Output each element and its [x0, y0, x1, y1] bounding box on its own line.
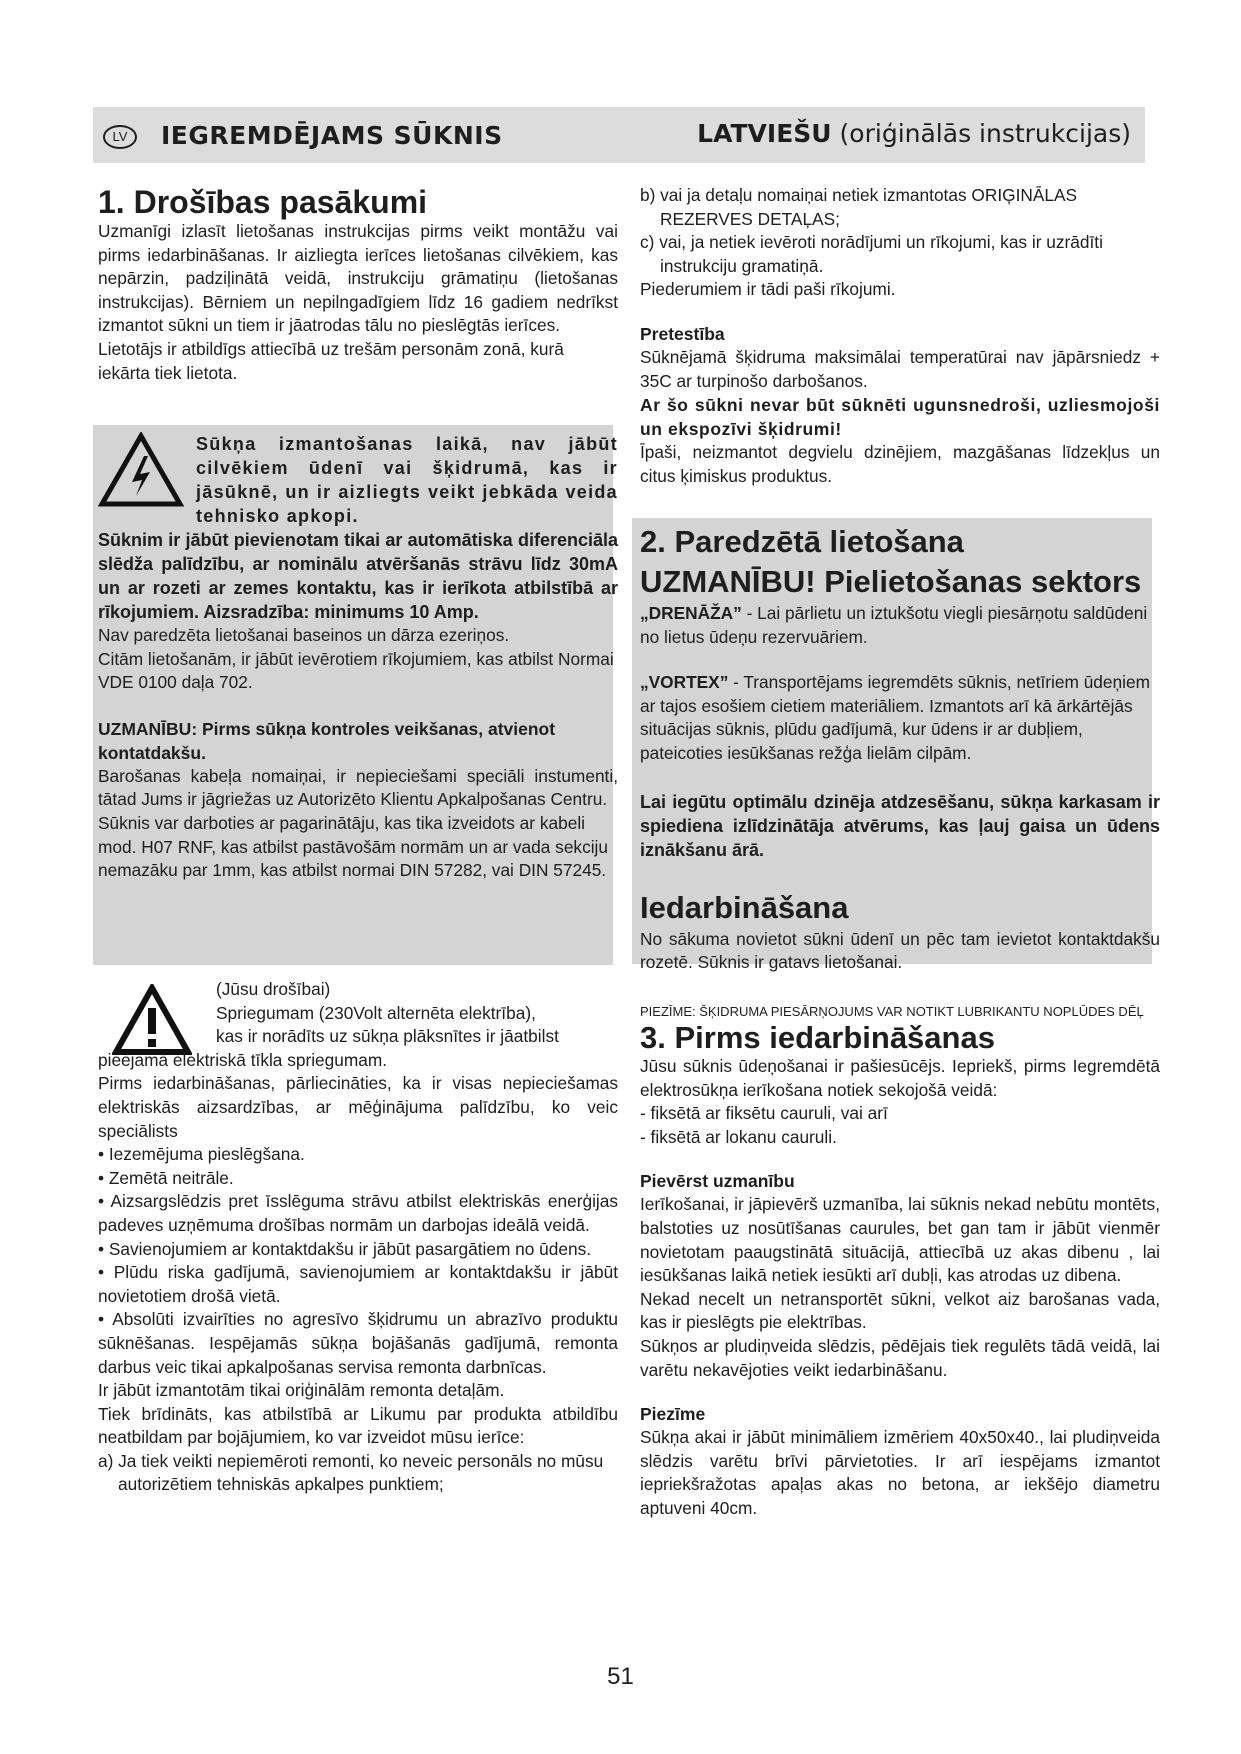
flammable-warning: Ar šo sūkni nevar būt sūknēti ugunsnedroši, uzliesmojoši un ekspozīvi šķidrumi!	[640, 395, 1160, 440]
before-start-text: Pirms iedarbināšanas, pārliecināties, ka ir visas nepieciešamas elektriskās aizsardzības, ar mēģinājuma palīdzību, ko veic speciālists	[98, 1073, 618, 1141]
section-2	[640, 522, 1160, 975]
page-number: 51	[607, 1663, 634, 1690]
voltage-note	[98, 978, 618, 1497]
section-1-responsibility: Lietotājs ir atbildīgs attiecībā uz trešām personām zonā, kurā iekārta tiek lietota.	[98, 338, 564, 383]
warning-no-people: Sūkņa izmantošanas laikā, nav jābūt cilvēkiem ūdenī vai šķidrumā, kas ir jāsūknē, un ir aizliegts veikt jebkāda veida tehnisko apkopi.	[196, 434, 618, 526]
section-2-title: 2. Paredzētā lietošana	[640, 524, 964, 559]
resistance-text: Sūknējamā šķidruma maksimālai temperatūrai nav jāpārsniedz + 35C ar turpinošo darbošanos.	[640, 346, 1160, 391]
start-title: Iedarbināšana	[640, 889, 849, 925]
language-name: LATVIEŠU	[697, 119, 832, 148]
vde-norm: Citām lietošanām, ir jābūt ievērotiem rīkojumiem, kas atbilst Normai VDE 0100 daļa 702.	[98, 648, 614, 693]
vortex-label: „VORTEX”	[640, 672, 729, 693]
original-parts: Ir jābūt izmantotām tikai oriģinālām remonta detaļām.	[98, 1380, 505, 1401]
bullet-neutral: • Zemētā neitrāle.	[98, 1167, 234, 1188]
cooling-text: Lai iegūtu optimālu dzinēja atdzesēšanu, sūkņa karkasam ir spiediena izlīdzinātāja atvērums, kas ļauj gaisa un ūdens iznākšanu ārā.	[640, 791, 1160, 860]
section-3	[640, 1003, 1160, 1521]
install-fixed-flexible: - fiksētā ar lokanu cauruli.	[640, 1126, 837, 1147]
attention-text-2: Nekad necelt un netransportēt sūkni, velkot aiz barošanas vada, kas ir pieslēgts pie elektrības.	[640, 1288, 1160, 1333]
vortex-text	[640, 671, 1160, 765]
attention-title: Pievērst uzmanību	[640, 1171, 795, 1192]
safety-heading: (Jūsu drošībai)	[216, 979, 331, 999]
extension-cable: Sūknis var darboties ar pagarinātāju, kas tika izveidots ar kabeli mod. H07 RNF, kas atbilst pastāvošām normām un ar vada sekciju nemazāku par 1mm, kas atbilst normai DIN 57282, vai DIN 57245.	[98, 812, 609, 881]
section-1-intro: Uzmanīgi izlasīt lietošanas instrukcijas pirms veikt montāžu vai pirms iedarbināšanas. Ir aizliegta ierīces lietošanas cilvēkiem, kas nepārzin, padziļinātā veidā, instrukciju grāmatiņu (lietošanas instrukcijas). Bērniem un nepilngadīgiem līdz 16 gadiem nedrīkst izmantot sūkni un tiem ir jāatrodas tālu no pieslēgtās ierīces.	[98, 221, 618, 336]
bullet-grounding: • Iezemējuma pieslēgšana.	[98, 1144, 305, 1165]
bullet-plug-water: • Savienojumiem ar kontaktdakšu ir jābūt pasargātiem no ūdens.	[98, 1238, 592, 1259]
liability-item-b: b) vai ja detaļu nomaiņai netiek izmantotas ORIĢINĀLAS REZERVES DETAĻAS;	[640, 185, 1078, 229]
page-header	[93, 107, 1145, 163]
voltage-line-2: kas ir norādīts uz sūkņa plāksnītes ir jāatbilst	[216, 1026, 559, 1047]
warning-content	[98, 432, 618, 883]
electric-hazard-icon	[98, 432, 184, 508]
voltage-line-1: Spriegumam (230Volt alternēta elektrība),	[216, 1002, 536, 1023]
not-for-pools: Nav paredzēta lietošanai baseinos un dārza ezeriņos.	[98, 625, 510, 645]
note-title: Piezīme	[640, 1404, 706, 1425]
section-1-title: 1. Drošības pasākumi	[98, 184, 428, 220]
bullet-aggressive-liquids: • Absolūti izvairīties no agresīvo šķidrumu un abrazīvo produktu sūknēšanas. Iespējamās sūkņa bojāšanās gadījumā, remonta darbus veic tikai apkalpošanas servisa remonta darbnīcas.	[98, 1309, 618, 1377]
language-label	[697, 119, 1131, 148]
language-note: (oriģinālās instrukcijas)	[839, 119, 1131, 148]
liability-item-c: c) vai, ja netiek ievēroti norādījumi un rīkojumi, kas ir uzrādīti instrukciju gramatiņā.	[640, 232, 1103, 276]
attention-text-3: Sūkņos ar pludiņveida slēdzis, pēdējais tiek regulēts tādā veidā, lai varētu nekavējoties veikt iedarbināšanu.	[640, 1335, 1160, 1380]
note-text: Sūkņa akai ir jābūt minimāliem izmēriem 40x50x40., lai pludiņveida slēdzis varētu brīvi pārvietoties. Ir arī iespējams izmantot iepriekšražotas apaļas akas no betona, ar iekšējo diametru aptuveni 40cm.	[640, 1427, 1160, 1518]
resistance-title: Pretestība	[640, 323, 725, 344]
start-text: No sākuma novietot sūkni ūdenī un pēc tam ievietot kontaktdakšu rozetē. Sūknis ir gatavs lietošanai.	[640, 928, 1160, 973]
cable-replacement: Barošanas kabeļa nomaiņai, ir nepieciešami speciāli instumenti, tātad Jums ir jāgriežas uz Autorizēto Klientu Apkalpošanas Centru.	[98, 765, 618, 810]
section-1	[98, 184, 618, 385]
section-3-title: 3. Pirms iedarbināšanas	[640, 1020, 995, 1055]
disconnect-warning: UZMANĪBU: Pirms sūkņa kontroles veikšanas, atvienot kontatdakšu.	[98, 718, 556, 763]
section-2-subtitle: UZMANĪBU! Pielietošanas sektors	[640, 564, 1142, 599]
bullet-flood: • Plūdu riska gadījumā, savienojumiem ar kontaktdakšu ir jābūt novietotiem drošā vietā.	[98, 1262, 618, 1306]
liability-item-a: a) Ja tiek veikti nepiemēroti remonti, ko neveic personāls no mūsu autorizētiem tehniskās apkalpes punktiem;	[98, 1450, 604, 1495]
voltage-line-3: pieejamā elektriskā tīkla spriegumam.	[98, 1049, 388, 1070]
liability-text: Tiek brīdināts, kas atbilstībā ar Likumu par produkta atbildību neatbildam par bojājumiem, ko var izveidot mūsu ierīce:	[98, 1403, 618, 1448]
warning-rcd: Sūknim ir jābūt pievienotam tikai ar automātiska diferenciāla slēdža palīdzību, ar nominālu atvēršanās strāvu līdz 30mA un ar rozeti ar zemes kontaktu, kas ir ierīkota atbilstībā ar rīkojumiem. Aizsradzība: minimums 10 Amp.	[98, 530, 618, 622]
accessories-text: Piederumiem ir tādi paši rīkojumi.	[640, 279, 896, 300]
attention-text-1: Ierīkošanai, ir jāpievērš uzmanība, lai sūknis nekad nebūtu montēts, balstoties uz nosūtīšanas caurules, bet gan tam ir jābūt vienmēr novietotam paaugstinātā situācijā, attiecībā uz akas dibenu , lai iesūkšanas laikā netiek iesūkti arī dubļi, kas atrodas uz dibena.	[640, 1194, 1160, 1286]
bullet-breaker: • Aizsargslēdzis pret īsslēguma strāvu atbilst elektriskās enerģijas padeves uzņēmuma drošības normām un darbojas ideālā veidā.	[98, 1191, 618, 1235]
lubricant-note: PIEZĪME: ŠĶIDRUMA PIESĀRŅOJUMS VAR NOTIKT LUBRIKANTU NOPLŪDES DĒĻ	[640, 1004, 1144, 1019]
chemicals-text: Īpaši, neizmantot degvielu dzinējiem, mazgāšanas līdzekļus un citus ķimiskus produktus.	[640, 442, 1160, 486]
liability-continued	[640, 184, 1160, 488]
drenaza-desc: - Lai pārlietu un iztukšotu viegli piesārņotu saldūdeni no lietus ūdeņu rezervuāriem.	[640, 603, 1148, 647]
warning-icon	[112, 984, 192, 1056]
document-title: IEGREMDĒJAMS SŪKNIS	[161, 121, 503, 150]
drenaza-label: „DRENĀŽA”	[640, 603, 742, 623]
drenaza-text	[640, 602, 1160, 649]
language-badge: LV	[103, 125, 137, 149]
vortex-desc: - Transportējams iegremdēts sūknis, netīriem ūdeņiem ar tajos esošiem cietiem materiāliem. Izmantots arī kā ārkārtējās situācijas sūknis, plūdu gadījumā, kur ūdens ir ar dubļiem, pateicoties iesūkšanas režģa lielām cilpām.	[640, 672, 1150, 763]
install-fixed-rigid: - fiksētā ar fiksētu cauruli, vai arī	[640, 1103, 888, 1124]
section-3-text: Jūsu sūknis ūdeņošanai ir pašiesūcējs. Iepriekš, pirms Iegremdētā elektrosūkņa ierīkošana notiek sekojošā veidā:	[640, 1056, 1160, 1100]
